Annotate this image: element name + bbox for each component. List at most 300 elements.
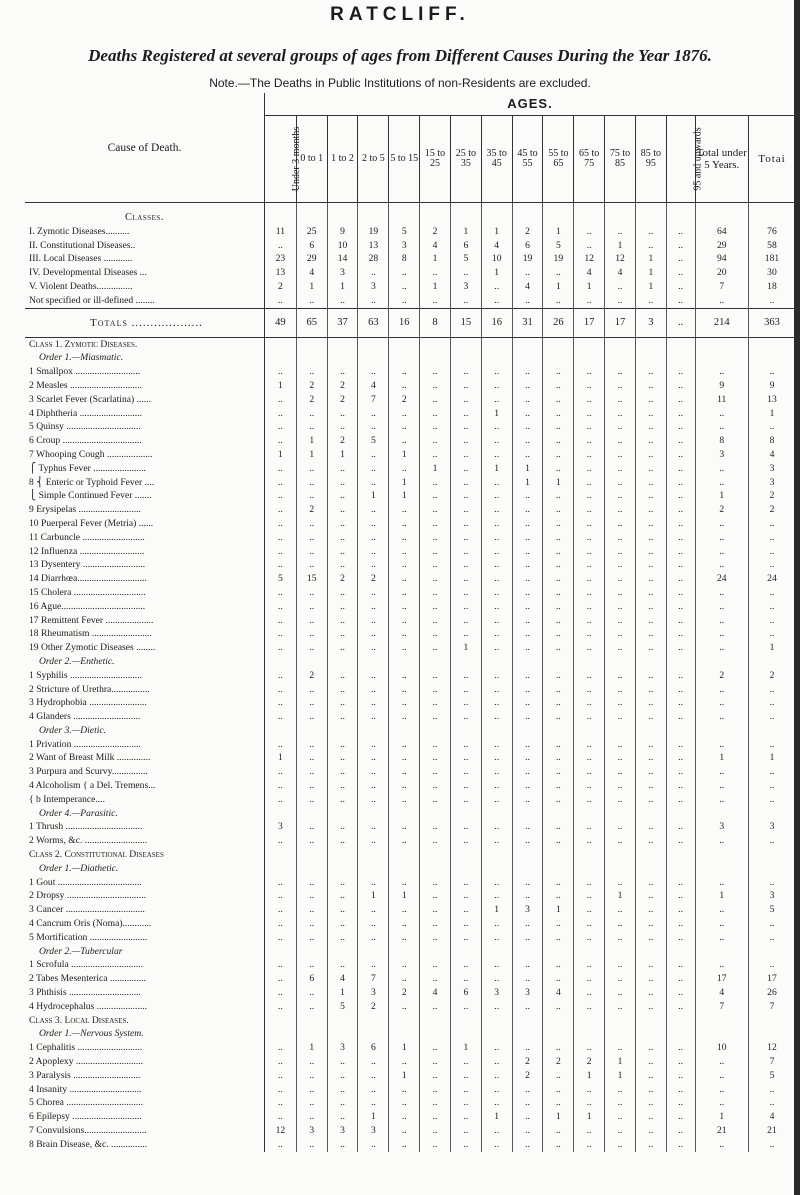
age-count-cell: ..: [574, 820, 605, 834]
age-count-cell: ..: [296, 627, 327, 641]
table-row: [25, 545, 795, 559]
age-count-cell: ..: [481, 876, 512, 890]
age-count-cell: ..: [420, 627, 451, 641]
age-count-cell: ..: [666, 1138, 695, 1152]
age-count-cell: ..: [666, 252, 695, 266]
empty-cell: [389, 655, 420, 669]
table-row: [25, 1083, 795, 1097]
age-count-cell: ..: [450, 889, 481, 903]
age-count-cell: ..: [666, 738, 695, 752]
empty-cell: [420, 848, 451, 862]
age-count-cell: ..: [389, 917, 420, 931]
cause-label: 9 Erysipelas ..........................: [25, 503, 264, 517]
age-count-cell: ..: [666, 683, 695, 697]
cause-label: 2 Measles ..............................: [25, 379, 264, 393]
age-count-cell: ..: [512, 738, 543, 752]
total-under-5-cell: 17: [695, 972, 748, 986]
empty-cell: [635, 1027, 666, 1041]
age-count-cell: ..: [264, 779, 296, 793]
cause-label: Class 2. Constitutional Diseases: [25, 848, 264, 862]
age-count-cell: ..: [450, 876, 481, 890]
order-heading-row: [25, 724, 795, 738]
age-count-cell: ..: [450, 393, 481, 407]
age-count-cell: ..: [450, 266, 481, 280]
empty-cell: [695, 1014, 748, 1028]
age-count-cell: ..: [543, 876, 574, 890]
age-count-cell: 5: [389, 225, 420, 239]
total-cell: ..: [748, 600, 795, 614]
age-count-cell: 2: [296, 393, 327, 407]
total-cell: 1: [748, 641, 795, 655]
total-under-5-cell: ..: [695, 462, 748, 476]
age-count-cell: ..: [327, 614, 358, 628]
age-count-cell: ..: [420, 793, 451, 807]
table-row: [25, 986, 795, 1000]
cause-label: 2 Worms, &c. ..........................: [25, 834, 264, 848]
empty-cell: [748, 807, 795, 821]
empty-cell: [358, 724, 389, 738]
empty-cell: [512, 862, 543, 876]
age-count-cell: ..: [389, 1110, 420, 1124]
age-count-cell: ..: [574, 889, 605, 903]
age-count-cell: 1: [481, 225, 512, 239]
table-row: [25, 252, 795, 266]
age-count-cell: ..: [450, 600, 481, 614]
age-count-cell: ..: [389, 1083, 420, 1097]
age-count-cell: ..: [605, 917, 636, 931]
total-cell: ..: [748, 917, 795, 931]
cause-label: 6 Epilepsy .............................: [25, 1110, 264, 1124]
age-count-cell: ..: [420, 903, 451, 917]
empty-cell: [450, 1014, 481, 1028]
table-row: [25, 365, 795, 379]
empty-cell: [481, 848, 512, 862]
age-count-cell: ..: [605, 1138, 636, 1152]
empty-cell: [635, 807, 666, 821]
age-count-cell: 4: [296, 266, 327, 280]
age-count-cell: 4: [481, 239, 512, 253]
age-count-cell: ..: [327, 696, 358, 710]
age-count-cell: ..: [420, 779, 451, 793]
age-count-cell: ..: [420, 751, 451, 765]
spacer-cell: [574, 203, 605, 212]
empty-cell: [748, 211, 795, 225]
total-cell: 21: [748, 1124, 795, 1138]
age-count-cell: 3: [327, 1041, 358, 1055]
empty-cell: [695, 945, 748, 959]
cause-label: 2 Stricture of Urethra................: [25, 683, 264, 697]
age-count-cell: ..: [327, 917, 358, 931]
empty-cell: [296, 1027, 327, 1041]
age-count-cell: ..: [574, 225, 605, 239]
cause-label: 4 Hydrocephalus .....................: [25, 1000, 264, 1014]
age-count-cell: ..: [358, 420, 389, 434]
age-count-cell: ..: [666, 1069, 695, 1083]
empty-cell: [450, 807, 481, 821]
age-count-cell: ..: [327, 1110, 358, 1124]
age-count-cell: ..: [481, 1083, 512, 1097]
spacer-cell: [296, 203, 327, 212]
total-cell: ..: [748, 779, 795, 793]
age-count-cell: ..: [574, 476, 605, 490]
age-count-cell: ..: [605, 294, 636, 308]
age-count-cell: 1: [481, 407, 512, 421]
age-count-cell: ..: [666, 1124, 695, 1138]
age-count-cell: ..: [512, 545, 543, 559]
age-count-cell: ..: [389, 779, 420, 793]
age-count-cell: ..: [450, 448, 481, 462]
cause-label: 4 Diphtheria ..........................: [25, 407, 264, 421]
table-row: [25, 627, 795, 641]
total-under-5-cell: ..: [695, 1096, 748, 1110]
age-count-cell: ..: [450, 476, 481, 490]
age-count-cell: ..: [666, 1041, 695, 1055]
age-count-cell: ..: [512, 365, 543, 379]
age-count-cell: ..: [605, 225, 636, 239]
empty-cell: [543, 655, 574, 669]
age-count-cell: 13: [358, 239, 389, 253]
total-under-5-cell: ..: [695, 931, 748, 945]
age-count-cell: ..: [358, 365, 389, 379]
age-header-15-25: 15 to 25: [420, 116, 451, 203]
age-count-cell: 1: [296, 448, 327, 462]
age-count-cell: ..: [543, 517, 574, 531]
table-row: [25, 294, 795, 308]
age-count-cell: 2: [389, 986, 420, 1000]
age-count-cell: ..: [543, 931, 574, 945]
age-count-cell: ..: [420, 931, 451, 945]
age-count-cell: ..: [389, 434, 420, 448]
page-title: RATCLIFF.: [330, 4, 470, 25]
age-count-cell: ..: [327, 558, 358, 572]
age-count-cell: ..: [264, 531, 296, 545]
age-count-cell: ..: [635, 434, 666, 448]
empty-cell: [264, 862, 296, 876]
age-count-cell: ..: [666, 448, 695, 462]
empty-cell: [327, 1027, 358, 1041]
cause-label: Order 1.—Miasmatic.: [25, 351, 264, 365]
empty-cell: [695, 655, 748, 669]
age-count-cell: ..: [389, 379, 420, 393]
empty-cell: [635, 724, 666, 738]
age-count-cell: ..: [296, 476, 327, 490]
empty-cell: [605, 337, 636, 351]
empty-cell: [358, 862, 389, 876]
age-count-cell: ..: [666, 793, 695, 807]
empty-cell: [327, 724, 358, 738]
total-under-5-cell: ..: [695, 710, 748, 724]
empty-cell: [481, 351, 512, 365]
empty-cell: [420, 211, 451, 225]
age-count-cell: 2: [296, 503, 327, 517]
age-count-cell: 3: [512, 903, 543, 917]
total-cell: 24: [748, 572, 795, 586]
total-cell: 3: [748, 889, 795, 903]
age-count-cell: ..: [666, 586, 695, 600]
age-count-cell: ..: [358, 503, 389, 517]
age-count-cell: ..: [327, 931, 358, 945]
total-under-5-cell: ..: [695, 779, 748, 793]
age-count-cell: ..: [481, 820, 512, 834]
age-count-cell: ..: [450, 503, 481, 517]
age-count-cell: ..: [574, 876, 605, 890]
age-count-cell: ..: [450, 903, 481, 917]
age-count-cell: ..: [264, 986, 296, 1000]
age-count-cell: ..: [574, 239, 605, 253]
age-count-cell: 8: [420, 308, 451, 337]
age-count-cell: ..: [574, 972, 605, 986]
age-count-cell: ..: [327, 489, 358, 503]
age-count-cell: ..: [605, 434, 636, 448]
total-under-5-cell: 11: [695, 393, 748, 407]
age-count-cell: ..: [358, 266, 389, 280]
age-count-cell: ..: [420, 294, 451, 308]
age-count-cell: ..: [264, 407, 296, 421]
total-cell: ..: [748, 710, 795, 724]
age-count-cell: ..: [420, 614, 451, 628]
total-cell: 7: [748, 1055, 795, 1069]
table-row: [25, 600, 795, 614]
total-under-5-cell: ..: [695, 765, 748, 779]
cause-label: 12 Influenza ...........................: [25, 545, 264, 559]
total-cell: ..: [748, 958, 795, 972]
table-row: [25, 779, 795, 793]
table-row: [25, 931, 795, 945]
cause-label: { b Intemperance....: [25, 793, 264, 807]
table-row: [25, 1000, 795, 1014]
age-count-cell: ..: [574, 738, 605, 752]
age-count-cell: ..: [481, 696, 512, 710]
age-count-cell: ..: [512, 696, 543, 710]
table-row: [25, 572, 795, 586]
age-count-cell: ..: [543, 572, 574, 586]
age-count-cell: ..: [264, 503, 296, 517]
age-count-cell: ..: [389, 407, 420, 421]
age-count-cell: ..: [605, 793, 636, 807]
spacer-row: [25, 203, 795, 212]
spacer-cell: [264, 203, 296, 212]
age-count-cell: ..: [481, 958, 512, 972]
age-count-cell: 3: [635, 308, 666, 337]
age-count-cell: ..: [420, 1138, 451, 1152]
age-count-cell: ..: [296, 517, 327, 531]
age-count-cell: 10: [481, 252, 512, 266]
age-count-cell: ..: [264, 614, 296, 628]
age-count-cell: ..: [605, 931, 636, 945]
age-count-cell: ..: [481, 1124, 512, 1138]
total-cell: ..: [748, 365, 795, 379]
age-count-cell: ..: [358, 751, 389, 765]
age-count-cell: ..: [296, 294, 327, 308]
age-count-cell: ..: [666, 972, 695, 986]
empty-cell: [695, 862, 748, 876]
cause-label: 1 Gout ...................................: [25, 876, 264, 890]
age-count-cell: ..: [543, 958, 574, 972]
age-count-cell: ..: [481, 1069, 512, 1083]
empty-cell: [389, 337, 420, 351]
age-count-cell: ..: [450, 545, 481, 559]
empty-cell: [296, 848, 327, 862]
empty-cell: [512, 724, 543, 738]
empty-cell: [296, 807, 327, 821]
age-count-cell: ..: [512, 931, 543, 945]
total-cell: 3: [748, 476, 795, 490]
age-count-cell: ..: [635, 710, 666, 724]
age-count-cell: 1: [543, 280, 574, 294]
empty-cell: [296, 351, 327, 365]
age-count-cell: ..: [389, 1000, 420, 1014]
total-under-5-cell: ..: [695, 558, 748, 572]
age-count-cell: ..: [481, 1055, 512, 1069]
age-count-cell: ..: [635, 669, 666, 683]
age-count-cell: ..: [358, 462, 389, 476]
total-under-5-cell: ..: [695, 420, 748, 434]
age-count-cell: ..: [512, 627, 543, 641]
age-count-cell: ..: [327, 903, 358, 917]
empty-cell: [666, 211, 695, 225]
age-count-cell: ..: [543, 1138, 574, 1152]
cause-label: 4 Glanders ............................: [25, 710, 264, 724]
order-heading-row: [25, 1027, 795, 1041]
age-count-cell: ..: [296, 779, 327, 793]
age-count-cell: ..: [358, 696, 389, 710]
age-count-cell: 28: [358, 252, 389, 266]
age-count-cell: 13: [264, 266, 296, 280]
age-count-cell: ..: [512, 379, 543, 393]
age-count-cell: ..: [264, 1000, 296, 1014]
age-header-1-2: 1 to 2: [327, 116, 358, 203]
total-under-5-cell: ..: [695, 294, 748, 308]
age-count-cell: ..: [512, 600, 543, 614]
total-under-5-cell: ..: [695, 876, 748, 890]
age-count-cell: ..: [666, 627, 695, 641]
spacer-cell: [695, 203, 748, 212]
age-count-cell: ..: [420, 710, 451, 724]
age-count-cell: ..: [512, 448, 543, 462]
age-count-cell: ..: [264, 793, 296, 807]
empty-cell: [358, 807, 389, 821]
age-count-cell: ..: [605, 393, 636, 407]
age-count-cell: 1: [605, 239, 636, 253]
age-count-cell: 49: [264, 308, 296, 337]
age-count-cell: ..: [574, 614, 605, 628]
age-count-cell: ..: [605, 669, 636, 683]
age-count-cell: ..: [296, 1110, 327, 1124]
cause-label: 7 Convulsions..........................: [25, 1124, 264, 1138]
total-cell: ..: [748, 738, 795, 752]
total-under-5-cell: ..: [695, 1055, 748, 1069]
empty-cell: [574, 211, 605, 225]
ages-header: AGES.: [264, 93, 795, 116]
total-cell: 5: [748, 903, 795, 917]
age-count-cell: ..: [635, 1124, 666, 1138]
age-count-cell: 1: [450, 641, 481, 655]
empty-cell: [450, 337, 481, 351]
age-count-cell: ..: [389, 751, 420, 765]
empty-cell: [748, 1014, 795, 1028]
age-count-cell: ..: [635, 1138, 666, 1152]
age-count-cell: ..: [574, 1000, 605, 1014]
age-count-cell: 15: [450, 308, 481, 337]
table-row: [25, 1041, 795, 1055]
age-count-cell: 1: [450, 1041, 481, 1055]
age-count-cell: ..: [420, 448, 451, 462]
empty-cell: [574, 655, 605, 669]
table-row: [25, 434, 795, 448]
total-under-5-cell: 64: [695, 225, 748, 239]
table-row: [25, 972, 795, 986]
age-count-cell: 1: [635, 280, 666, 294]
order-heading-row: [25, 351, 795, 365]
empty-cell: [358, 351, 389, 365]
age-count-cell: ..: [605, 1083, 636, 1097]
spacer-cell: [543, 203, 574, 212]
age-count-cell: ..: [666, 986, 695, 1000]
empty-cell: [420, 337, 451, 351]
age-count-cell: ..: [666, 1000, 695, 1014]
empty-cell: [574, 724, 605, 738]
age-count-cell: ..: [358, 820, 389, 834]
age-count-cell: ..: [635, 1055, 666, 1069]
age-count-cell: ..: [420, 1083, 451, 1097]
age-count-cell: ..: [666, 308, 695, 337]
age-count-cell: ..: [296, 1083, 327, 1097]
age-count-cell: ..: [264, 239, 296, 253]
age-count-cell: ..: [450, 420, 481, 434]
age-count-cell: ..: [450, 517, 481, 531]
age-count-cell: ..: [635, 696, 666, 710]
age-count-cell: 1: [450, 225, 481, 239]
spacer-cell: [358, 203, 389, 212]
cause-label: 10 Puerperal Fever (Metria) ......: [25, 517, 264, 531]
spacer-cell: [389, 203, 420, 212]
empty-cell: [450, 211, 481, 225]
total-cell: 13: [748, 393, 795, 407]
total-cell: 76: [748, 225, 795, 239]
age-count-cell: ..: [389, 641, 420, 655]
total-cell: ..: [748, 517, 795, 531]
age-count-cell: ..: [543, 683, 574, 697]
age-count-cell: ..: [358, 1055, 389, 1069]
age-count-cell: ..: [450, 931, 481, 945]
age-count-cell: 26: [543, 308, 574, 337]
empty-cell: [420, 724, 451, 738]
age-count-cell: ..: [358, 1096, 389, 1110]
cause-label: 1 Privation ............................: [25, 738, 264, 752]
age-count-cell: ..: [358, 627, 389, 641]
age-count-cell: ..: [543, 448, 574, 462]
cause-label: 2 Apoplexy ............................: [25, 1055, 264, 1069]
age-count-cell: ..: [296, 738, 327, 752]
age-count-cell: 1: [264, 751, 296, 765]
age-count-cell: ..: [666, 531, 695, 545]
table-row: [25, 751, 795, 765]
empty-cell: [574, 945, 605, 959]
cause-label: Totals ...................: [25, 308, 264, 337]
age-count-cell: ..: [296, 696, 327, 710]
age-count-cell: ..: [666, 462, 695, 476]
age-count-cell: ..: [605, 448, 636, 462]
age-count-cell: 1: [389, 1041, 420, 1055]
empty-cell: [327, 848, 358, 862]
empty-cell: [296, 655, 327, 669]
empty-cell: [543, 351, 574, 365]
table-row: [25, 1055, 795, 1069]
age-count-cell: ..: [512, 876, 543, 890]
table-row: [25, 614, 795, 628]
table-row: [25, 225, 795, 239]
empty-cell: [748, 337, 795, 351]
